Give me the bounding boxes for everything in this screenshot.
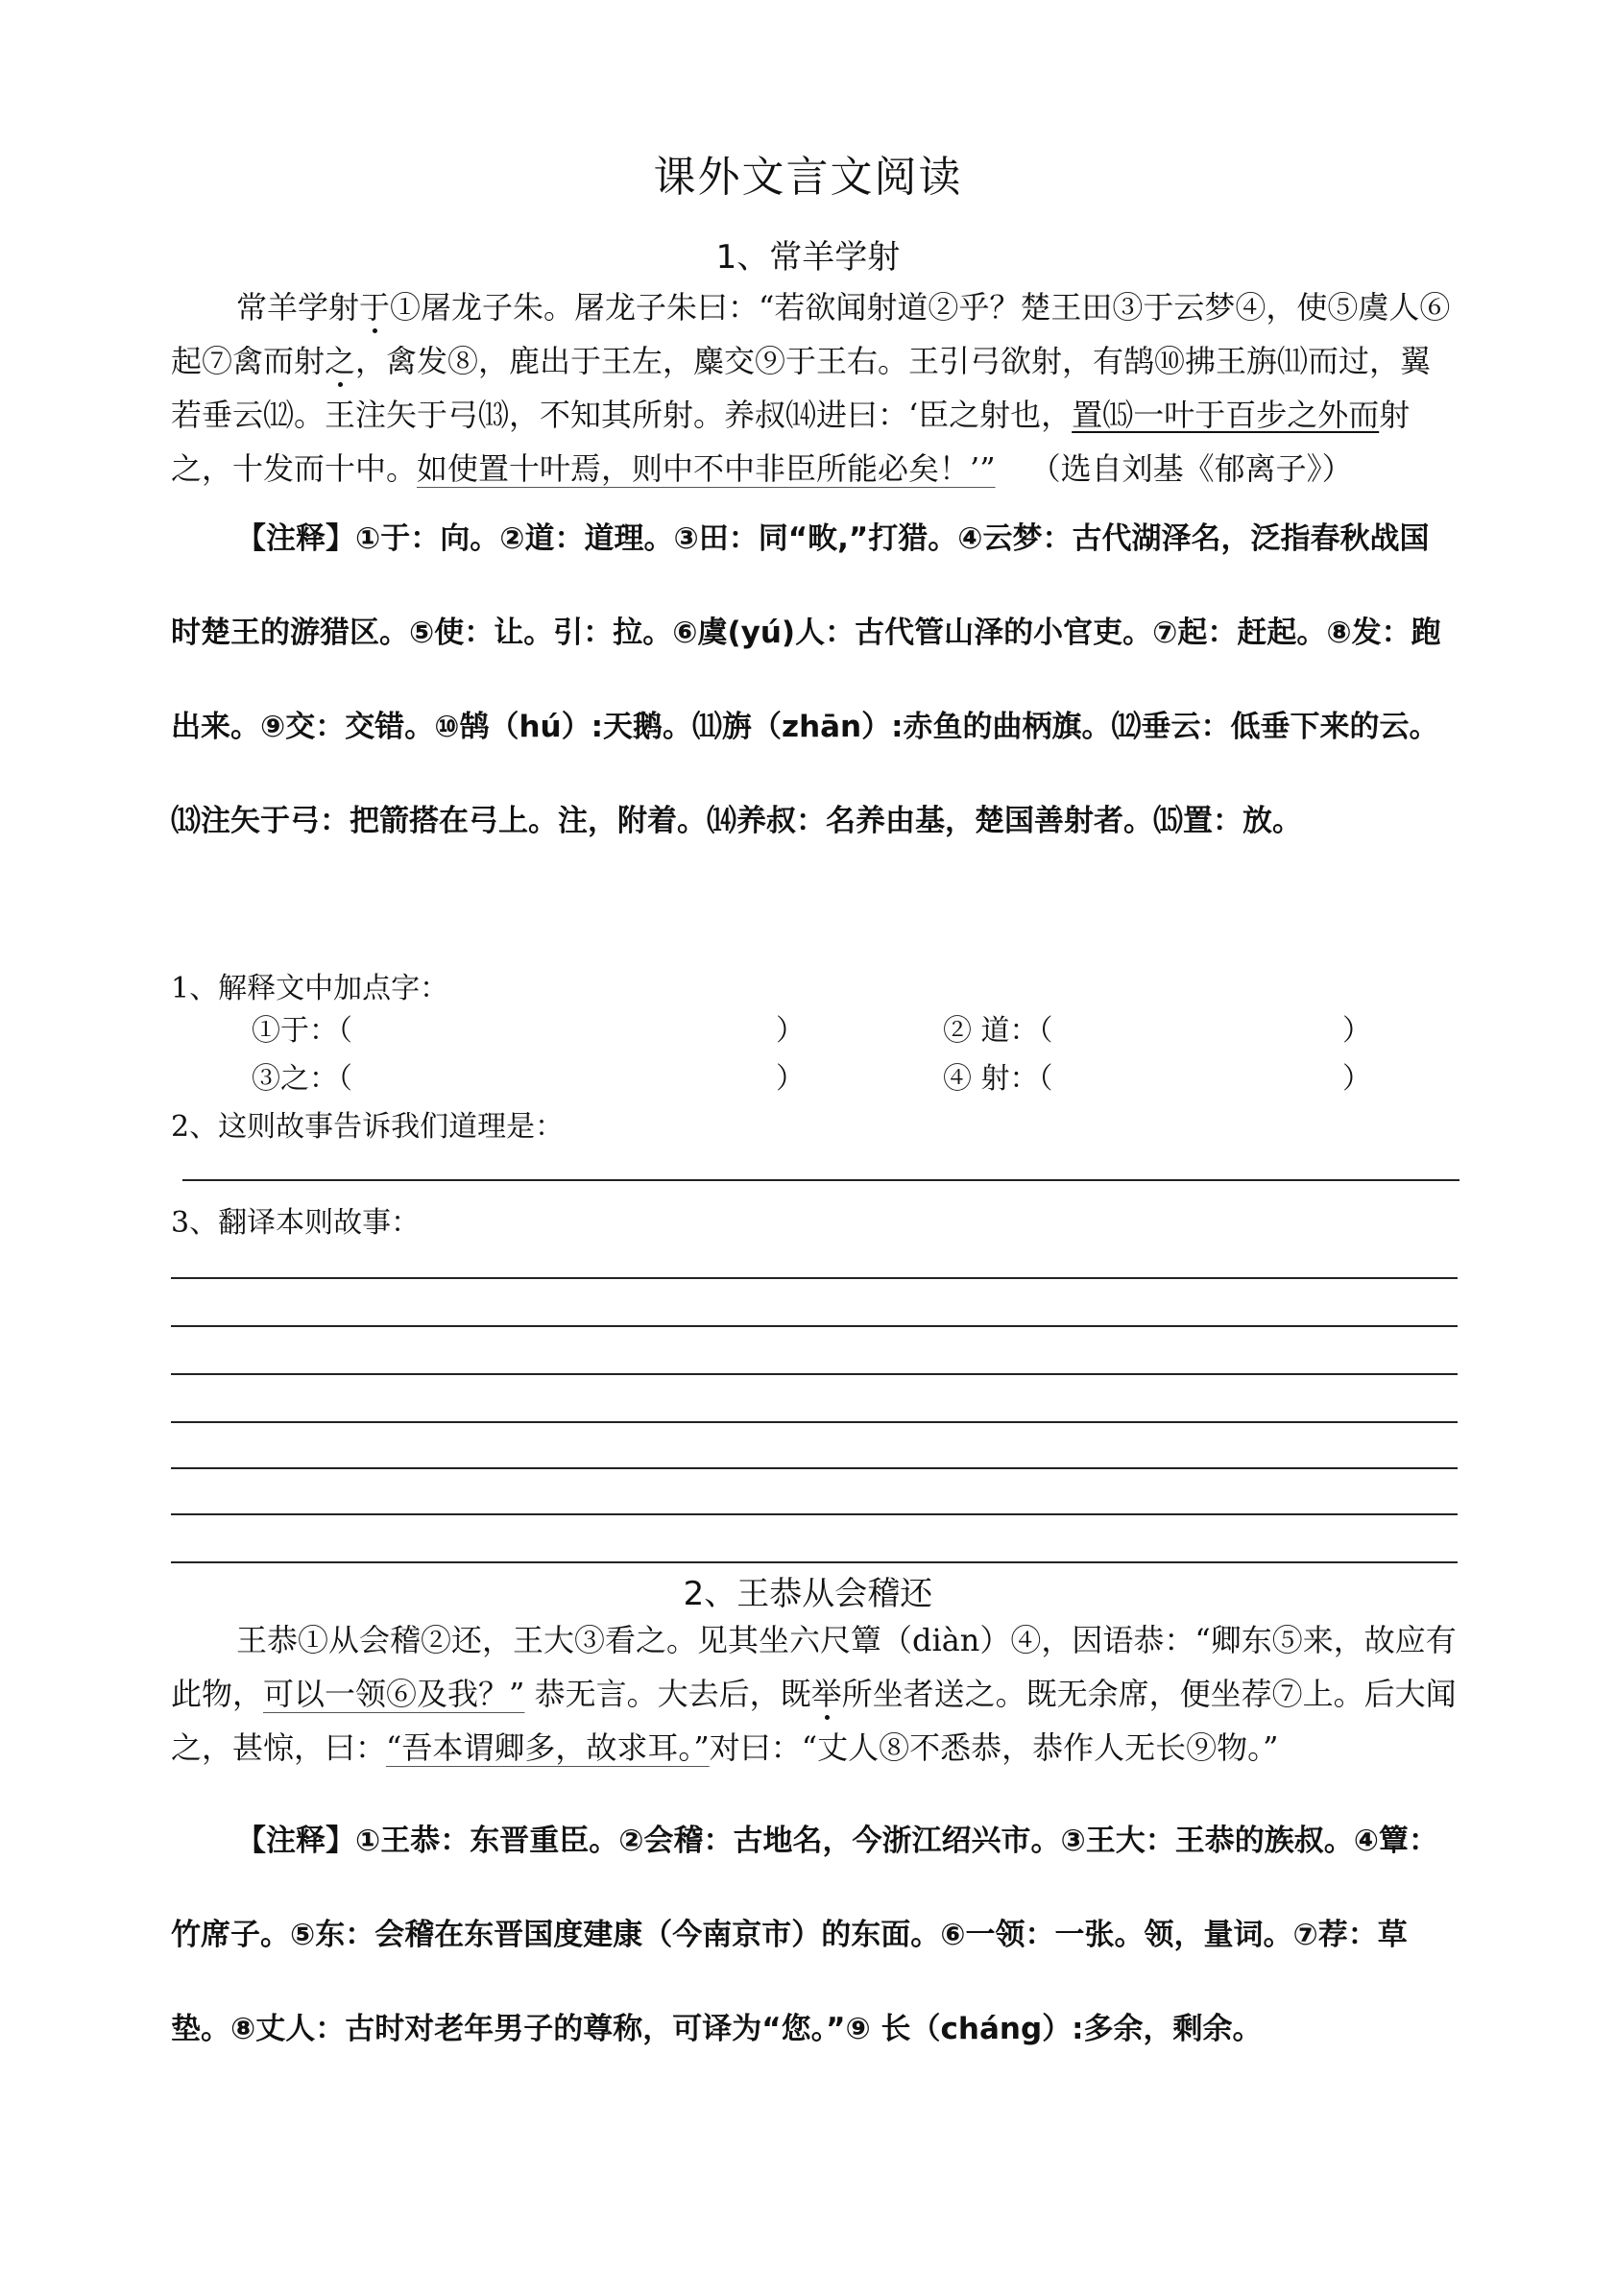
story1-heading: 1、常羊学射 xyxy=(715,238,901,277)
underlined-sentence: 可以一领⑥及我？” xyxy=(263,1676,525,1712)
q1-item-close: ） xyxy=(776,1014,805,1048)
q1-item-label: ①于：（ xyxy=(252,1014,352,1048)
passage-text: ，禽发⑧，鹿出于王左，麋交⑨于王右。王引弓欲射，有鹄⑩拂王旃⑾而过，翼若垂云⑿。王注矢于弓⒀，不知其所射。养叔⒁进曰：‘臣之射也， xyxy=(171,343,1432,433)
answer-line[interactable] xyxy=(171,1561,1458,1563)
answer-line[interactable] xyxy=(171,1467,1458,1469)
passage-text: 恭无言。大去后，既 xyxy=(524,1676,811,1712)
dotted-char-dao: 道 xyxy=(897,289,929,326)
dotted-char-yu: 于 xyxy=(359,289,391,326)
passage-text: 王恭①从会稽②还，王大③看之。见其坐六尺簟（diàn）④，因语恭：“卿东⑤来，故应有此物， xyxy=(171,1622,1457,1712)
q1-item-close: ） xyxy=(776,1062,805,1096)
passage-text: ①屠龙子朱。屠龙子朱曰：“若欲闻射 xyxy=(390,289,898,326)
underlined-sentence: “吾本谓卿多，故求耳。” xyxy=(386,1729,710,1766)
page-title: 课外文言文阅读 xyxy=(653,153,963,202)
story1-passage xyxy=(171,280,1458,495)
question-1: 1、解释文中加点字： xyxy=(171,972,449,1005)
dotted-char-she: 射 xyxy=(1379,397,1411,433)
story2-notes: 【注释】①王恭：东晋重臣。②会稽：古地名，今浙江绍兴市。③王大：王恭的族叔。④簟：竹席子。⑤东：会稽在东晋国度建康（今南京市）的东面。⑥一领：一张。领，量词。⑦荐：草垫。⑧丈人：古时对老年男子的尊称，可译为“您。”⑨ 长（cháng）:多余，剩余。 xyxy=(171,1824,1438,2046)
passage-text: 所坐者送之。既无余席，便坐荐⑦上。后大闻之，甚惊，曰： xyxy=(171,1676,1457,1766)
passage-text: 常羊学射 xyxy=(236,289,360,326)
story1-notes: 【注释】①于：向。②道：道理。③田：同“畋,”打猎。④云梦：古代湖泽名，泛指春秋战国时楚王的游猎区。⑤使：让。引：拉。⑥虞(yú)人：古代管山泽的小官吏。⑦起：赶起。⑧发：跑出来。⑨交：交错。⑩鹄（hú）:天鹅。⑾旃（zhān）:赤鱼的曲柄旗。⑿垂云：低垂下来的云。⒀注矢于弓：把箭搭在弓上。注，附着。⒁养叔：名养由基，楚国善射者。⒂置：放。 xyxy=(171,521,1441,838)
q1-item-label: ② 道：（ xyxy=(943,1014,1053,1048)
q1-item-close: ） xyxy=(1342,1062,1371,1096)
q1-item-close: ） xyxy=(1342,1014,1371,1048)
passage-text: ②乎？楚王田③于云梦④，使⑤虞人⑥起⑦禽而射 xyxy=(171,289,1451,379)
answer-line[interactable] xyxy=(171,1513,1458,1515)
source-citation: （选自刘基《郁离子》） xyxy=(1029,450,1353,487)
answer-line[interactable] xyxy=(171,1373,1458,1375)
passage-text: 对曰：“丈人⑧不悉恭，恭作人无长⑨物。” xyxy=(709,1729,1279,1766)
answer-line[interactable] xyxy=(171,1277,1458,1279)
answer-line[interactable] xyxy=(171,1325,1458,1327)
answer-line[interactable] xyxy=(182,1179,1459,1181)
question-2: 2、这则故事告诉我们道理是： xyxy=(171,1110,565,1144)
answer-line[interactable] xyxy=(171,1421,1458,1423)
underlined-sentence: 如使置十叶焉，则中不中非臣所能必矣！’” xyxy=(417,450,996,487)
passage-text: 之，十发而十中。 xyxy=(171,450,418,487)
dotted-char-zhi: 之 xyxy=(325,343,356,379)
story2-heading: 2、王恭从会稽还 xyxy=(683,1575,933,1613)
q1-item-label: ③之：（ xyxy=(252,1062,352,1096)
q1-item-label: ④ 射：（ xyxy=(943,1062,1053,1096)
story2-passage xyxy=(171,1613,1458,1775)
dotted-char-ju: 举 xyxy=(810,1676,842,1712)
question-3: 3、翻译本则故事： xyxy=(171,1206,421,1240)
underlined-sentence: 置⒂一叶于百步之外而 xyxy=(1072,397,1380,433)
